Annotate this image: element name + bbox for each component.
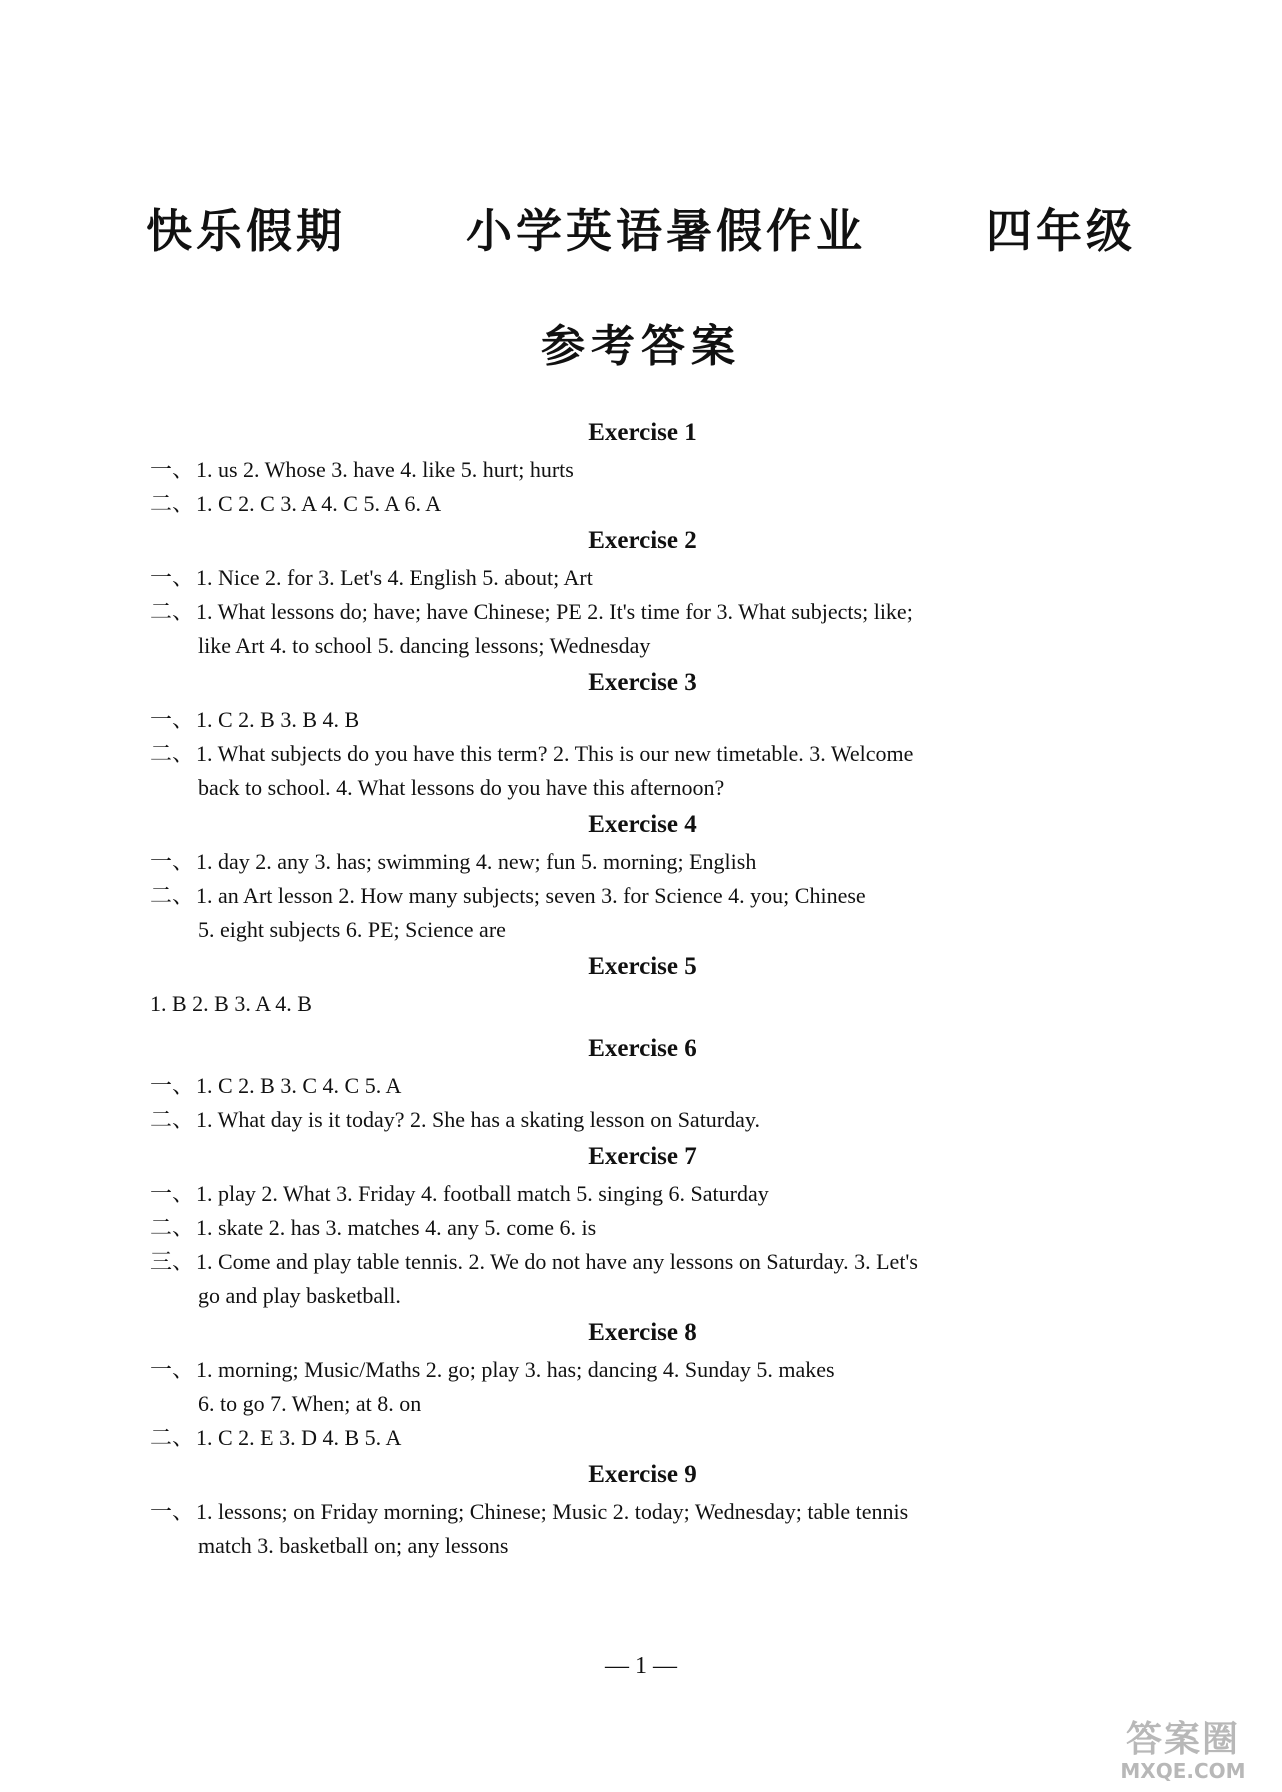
exercise-title: Exercise 6 — [588, 1035, 697, 1062]
answer-text: 1. What subjects do you have this term? 2. This is our new timetable. 3. Welcome — [196, 741, 914, 766]
exercise-title: Exercise 5 — [588, 953, 697, 980]
answer-line — [150, 703, 1135, 737]
watermark-logo — [1098, 1720, 1268, 1784]
section-marker: 一、 — [150, 849, 195, 874]
answer-text: 1. morning; Music/Maths 2. go; play 3. has; dancing 4. Sunday 5. makes — [196, 1357, 835, 1382]
section-marker: 一、 — [150, 565, 195, 590]
section-marker: 二、 — [150, 1425, 195, 1450]
watermark-logo-text: 答案圈 — [1125, 1719, 1240, 1760]
answer-line — [150, 1529, 1135, 1563]
watermark-url: MXQE.COM — [1120, 1759, 1246, 1783]
answer-text: 1. us 2. Whose 3. have 4. like 5. hurt; hurts — [196, 457, 574, 482]
answer-line — [150, 1495, 1135, 1529]
section-marker: 一、 — [150, 1181, 195, 1206]
answer-line — [150, 487, 1135, 521]
answer-line — [150, 987, 1135, 1021]
answer-line — [150, 845, 1135, 879]
answer-text: 1. Come and play table tennis. 2. We do not have any lessons on Saturday. 3. Let's — [196, 1249, 918, 1274]
answer-line — [150, 1103, 1135, 1137]
answer-text: 1. What day is it today? 2. She has a skating lesson on Saturday. — [196, 1107, 760, 1132]
answer-line — [150, 1069, 1135, 1103]
answer-text: back to school. 4. What lessons do you have this afternoon? — [198, 775, 725, 800]
answer-text: 1. B 2. B 3. A 4. B — [150, 991, 312, 1016]
exercise-title: Exercise 7 — [588, 1143, 697, 1170]
answer-line — [150, 737, 1135, 771]
answer-line — [150, 595, 1135, 629]
answer-text: 1. skate 2. has 3. matches 4. any 5. come 6. is — [196, 1215, 597, 1240]
answer-text: 1. play 2. What 3. Friday 4. football match 5. singing 6. Saturday — [196, 1181, 769, 1206]
exercise-title: Exercise 8 — [588, 1319, 697, 1346]
exercise-title: Exercise 1 — [588, 419, 697, 446]
section-marker: 一、 — [150, 1073, 195, 1098]
answer-text: 6. to go 7. When; at 8. on — [198, 1391, 422, 1416]
answer-line — [150, 1211, 1135, 1245]
answer-text: 5. eight subjects 6. PE; Science are — [198, 917, 506, 942]
answer-line — [150, 1353, 1135, 1387]
exercise-title: Exercise 3 — [588, 669, 697, 696]
answer-line — [150, 879, 1135, 913]
page-number: — 1 — — [605, 1653, 677, 1679]
section-marker: 一、 — [150, 1357, 195, 1382]
section-marker: 一、 — [150, 707, 195, 732]
exercise-title: Exercise 9 — [588, 1461, 697, 1488]
answer-text: 1. day 2. any 3. has; swimming 4. new; fun 5. morning; English — [196, 849, 757, 874]
answer-text: 1. What lessons do; have; have Chinese; PE 2. It's time for 3. What subjects; like; — [196, 599, 913, 624]
page-title: 快乐假期 小学英语暑假作业 四年级 — [145, 204, 1137, 258]
section-marker: 二、 — [150, 491, 195, 516]
page-subtitle: 参考答案 — [541, 321, 741, 372]
section-marker: 一、 — [150, 457, 195, 482]
section-marker: 二、 — [150, 1215, 195, 1240]
answer-line — [150, 561, 1135, 595]
answer-line — [150, 1245, 1135, 1279]
section-marker: 二、 — [150, 741, 195, 766]
answer-text: 1. C 2. B 3. B 4. B — [196, 707, 360, 732]
answer-text: 1. lessons; on Friday morning; Chinese; Music 2. today; Wednesday; table tennis — [196, 1499, 909, 1524]
answer-text: match 3. basketball on; any lessons — [198, 1533, 509, 1558]
answer-line — [150, 1279, 1135, 1313]
answer-content — [150, 413, 1135, 1563]
answer-line — [150, 1387, 1135, 1421]
answer-text: 1. C 2. E 3. D 4. B 5. A — [196, 1425, 402, 1450]
answer-line — [150, 913, 1135, 947]
answer-line — [150, 1177, 1135, 1211]
answer-line — [150, 771, 1135, 805]
section-marker: 二、 — [150, 1107, 195, 1132]
section-marker: 二、 — [150, 599, 195, 624]
answer-text: go and play basketball. — [198, 1283, 401, 1308]
section-marker: 一、 — [150, 1499, 195, 1524]
answer-line — [150, 629, 1135, 663]
answer-text: like Art 4. to school 5. dancing lessons; Wednesday — [198, 633, 651, 658]
section-marker: 二、 — [150, 883, 195, 908]
answer-text: 1. Nice 2. for 3. Let's 4. English 5. about; Art — [196, 565, 593, 590]
exercise-title: Exercise 2 — [588, 527, 697, 554]
exercise-title: Exercise 4 — [588, 811, 697, 838]
answer-line — [150, 453, 1135, 487]
answer-text: 1. an Art lesson 2. How many subjects; seven 3. for Science 4. you; Chinese — [196, 883, 866, 908]
answer-text: 1. C 2. C 3. A 4. C 5. A 6. A — [196, 491, 442, 516]
answer-text: 1. C 2. B 3. C 4. C 5. A — [196, 1073, 402, 1098]
answer-line — [150, 1421, 1135, 1455]
section-marker: 三、 — [150, 1249, 195, 1274]
